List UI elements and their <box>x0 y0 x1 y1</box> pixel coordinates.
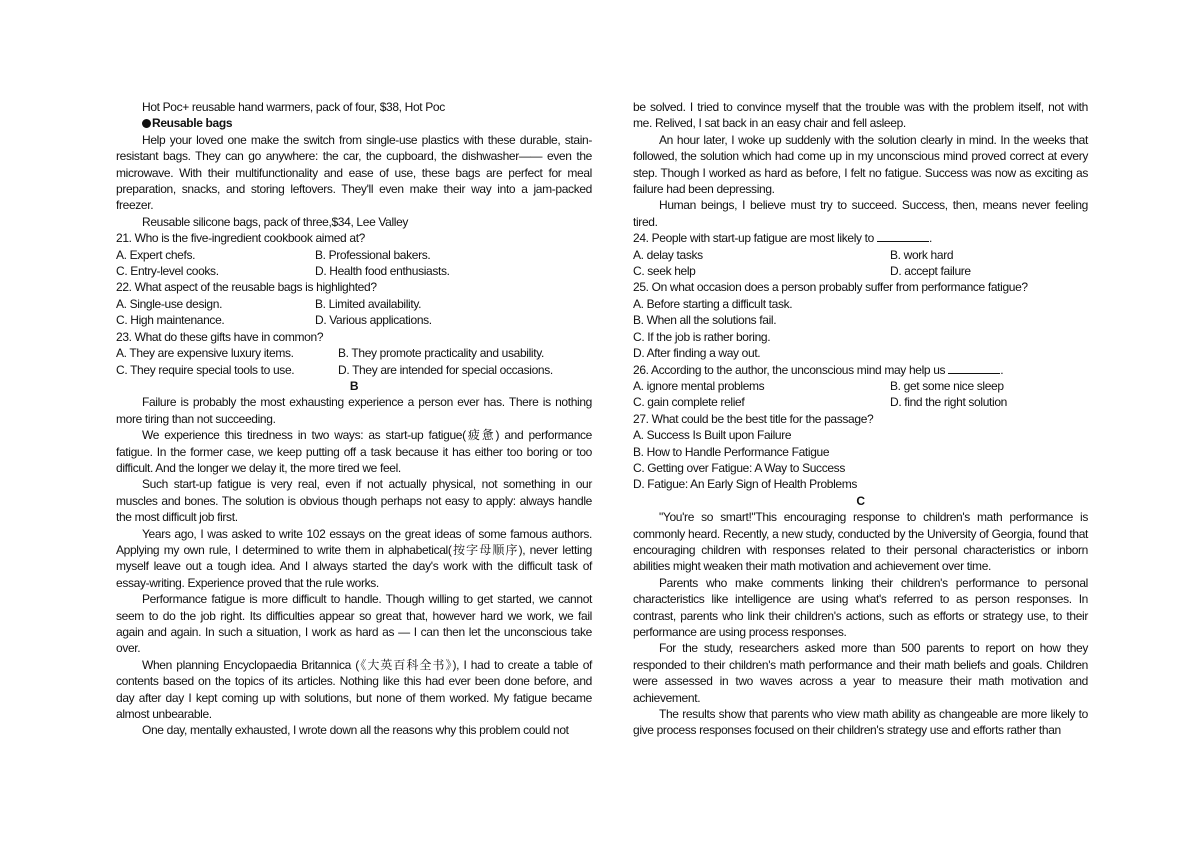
question-26-stem-line: 26. According to the author, the unconscious mind may help us . <box>633 362 1004 377</box>
option-c: C. Entry-level cooks. <box>116 264 219 279</box>
right-column <box>633 99 1088 739</box>
option-d: D. Fatigue: An Early Sign of Health Problems <box>633 477 858 492</box>
question-26-stem: 26. According to the author, the unconscious mind may help us <box>633 362 946 377</box>
option-d: D. They are intended for special occasions. <box>338 362 553 377</box>
option-b: B. How to Handle Performance Fatigue <box>633 444 830 459</box>
option-a: A. ignore mental problems <box>633 378 765 393</box>
section-b-heading: B <box>349 378 359 393</box>
question-23-options-cd <box>116 362 592 378</box>
question-24-stem: 24. People with start-up fatigue are most likely to <box>633 231 874 246</box>
option-c: C. gain complete relief <box>633 395 745 410</box>
passage-b-paragraph-7: One day, mentally exhausted, I wrote down all the reasons why this problem could not <box>142 723 569 738</box>
option-b: B. Limited availability. <box>315 296 422 311</box>
option-d: D. find the right solution <box>890 395 1007 410</box>
passage-b-paragraph-3: Such start-up fatigue is very real, even if not actually physical, not something in our muscles and bones. The solution is obvious though perhaps not easy to apply: always handle the most difficult job first. <box>116 477 592 525</box>
question-22-options-cd <box>116 312 592 328</box>
question-26-options-cd <box>633 394 1088 410</box>
question-24-stem-line: 24. People with start-up fatigue are most likely to . <box>633 231 932 246</box>
passage-c-paragraph-4: The results show that parents who view math ability as changeable are more likely to give process responses focused on their children's strategy use and efforts rather than <box>633 707 1088 738</box>
option-a: A. Single-use design. <box>116 296 223 311</box>
passage-b-paragraph-4: Years ago, I was asked to write 102 essays on the great ideas of some famous authors. Applying my own rule, I determined to write them in alphabetical(按字母顺序), never letting myself leave out a tough idea. And I always started the day's work with the difficult task of essay-writing. Experience proved that the rule works. <box>116 526 592 590</box>
option-b: B. They promote practicality and usability. <box>338 346 544 361</box>
question-27-stem: 27. What could be the best title for the passage? <box>633 411 874 426</box>
bags-price-line: Reusable silicone bags, pack of three,$34, Lee Valley <box>142 214 409 229</box>
option-b: B. work hard <box>890 247 954 262</box>
question-24-options-ab <box>633 247 1088 263</box>
question-23-stem: 23. What do these gifts have in common? <box>116 329 324 344</box>
option-d: D. Health food enthusiasts. <box>315 264 450 279</box>
question-22-options-ab <box>116 296 592 312</box>
hotpoc-price-line: Hot Poc+ reusable hand warmers, pack of four, $38, Hot Poc <box>142 100 445 114</box>
option-c: C. High maintenance. <box>116 313 225 328</box>
passage-c-paragraph-2: Parents who make comments linking their children's performance to personal characteristics like intelligence are using what's referred to as person responses. In contrast, parents who link their children's actions, such as efforts or strategy use, to their performance are using process responses. <box>633 575 1088 639</box>
option-d: D. Various applications. <box>315 313 432 328</box>
passage-b-continuation: be solved. I tried to convince myself that the trouble was with the problem itself, not with me. Relived, I sat back in an easy chair and fell asleep. <box>633 100 1088 131</box>
option-c: C. They require special tools to use. <box>116 362 295 377</box>
passage-b-paragraph-2: We experience this tiredness in two ways: as start-up fatigue(疲惫) and performance fatigue. In the former case, we keep putting off a task because it has either too boring or too difficult. And the longer we delay it, the more tired we feel. <box>116 428 592 475</box>
passage-b-paragraph-9: Human beings, I believe must try to succeed. Success, then, means never feeling tired. <box>633 198 1088 229</box>
option-a: A. They are expensive luxury items. <box>116 346 294 361</box>
option-a: A. Expert chefs. <box>116 247 196 262</box>
question-25-stem: 25. On what occasion does a person probably suffer from performance fatigue? <box>633 280 1028 295</box>
bullet-icon <box>142 119 151 128</box>
answer-blank <box>877 230 929 242</box>
option-d: D. accept failure <box>890 264 971 279</box>
passage-b-paragraph-8: An hour later, I woke up suddenly with the solution clearly in mind. In the weeks that followed, the solution which had come up in my unconscious mind proved correct at every step. Though I worked as hard as before, I felt no fatigue. Success was now as exciting as failure had been depressing. <box>633 132 1088 197</box>
bags-paragraph: Help your loved one make the switch from single-use plastics with these durable, stain-resistant bags. They can go anywhere: the car, the cupboard, the dishwasher—— even the microwave. With their multifunctionality and ease of use, these bags are perfect for meal preparation, snacks, and storing leftovers. They'll even make their way into a jam-packed freezer. <box>116 132 592 213</box>
passage-c-paragraph-3: For the study, researchers asked more than 500 parents to report on how they responded to their children's math performance and their math beliefs and goals. Children were assessed in two waves across a year to measure their math motivation and achievement. <box>633 641 1088 705</box>
bags-heading-line <box>116 115 592 131</box>
passage-c-paragraph-1: "You're so smart!"This encouraging response to children's math performance is commonly heard. Recently, a new study, conducted by the University of Georgia, found that encouraging children with responses related to their personal characteristics or inborn abilities might weaken their math motivation and achievement over time. <box>633 510 1088 574</box>
question-26-options-ab <box>633 378 1088 394</box>
option-b: B. Professional bakers. <box>315 247 431 262</box>
section-c-heading: C <box>856 493 865 508</box>
option-c: C. seek help <box>633 264 696 279</box>
answer-blank <box>948 362 1000 374</box>
bags-heading: Reusable bags <box>152 116 233 131</box>
question-23-options-ab <box>116 345 592 361</box>
option-c: C. If the job is rather boring. <box>633 329 771 344</box>
passage-b-paragraph-6: When planning Encyclopaedia Britannica (《大英百科全书》), I had to create a table of contents based on the topics of its articles. Nothing like this had ever been done before, and day after day I kept coming up with solutions, but none of them worked. My fatigue became almost unbearable. <box>116 657 592 722</box>
option-a: A. Success Is Built upon Failure <box>633 428 792 443</box>
question-22-stem: 22. What aspect of the reusable bags is highlighted? <box>116 280 377 295</box>
left-column <box>116 99 592 739</box>
option-c: C. Getting over Fatigue: A Way to Success <box>633 460 845 475</box>
question-21-options-cd <box>116 263 592 279</box>
passage-b-paragraph-1: Failure is probably the most exhausting experience a person ever has. There is nothing more tiring than not succeeding. <box>116 395 592 426</box>
option-b: B. get some nice sleep <box>890 378 1004 393</box>
question-21-stem: 21. Who is the five-ingredient cookbook aimed at? <box>116 231 366 246</box>
option-a: A. delay tasks <box>633 247 703 262</box>
question-24-options-cd <box>633 263 1088 279</box>
option-d: D. After finding a way out. <box>633 346 761 361</box>
passage-b-paragraph-5: Performance fatigue is more difficult to handle. Though willing to get started, we cannot seem to do the job right. Its difficulties appear so great that, however hard we work, we fail again and again. In such a situation, I work as hard as — I can then let the unconscious take over. <box>116 592 592 656</box>
option-b: B. When all the solutions fail. <box>633 313 777 328</box>
option-a: A. Before starting a difficult task. <box>633 296 793 311</box>
question-21-options-ab <box>116 247 592 263</box>
